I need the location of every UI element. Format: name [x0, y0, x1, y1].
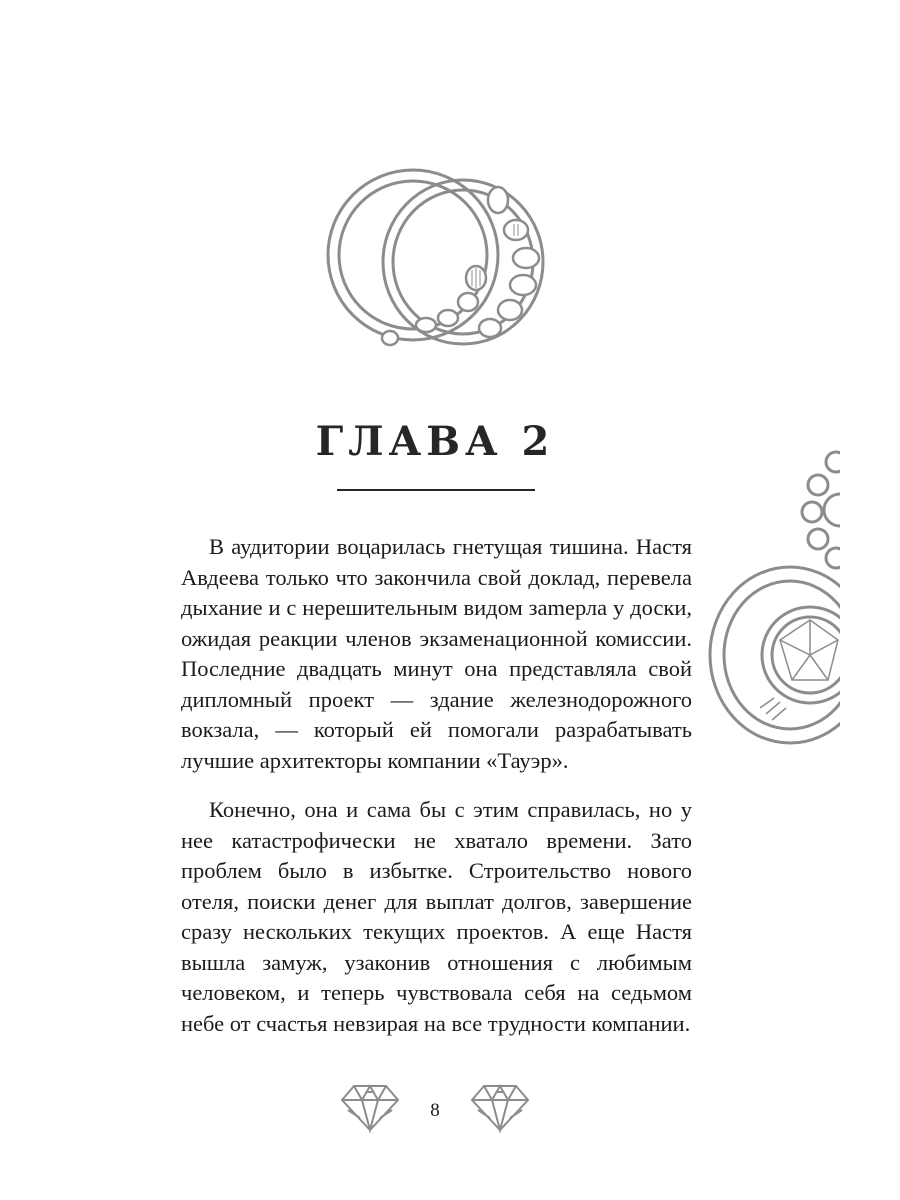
chapter-title: ГЛАВА 2 [315, 418, 555, 465]
diamond-icon [338, 1080, 402, 1134]
diamond-icon [468, 1080, 532, 1134]
title-underline [337, 489, 535, 491]
jewel-ring-ornament-icon [700, 440, 840, 780]
paragraph: Конечно, она и сама бы с этим справилась, но у нее катастрофически не хватало времени. Зато проблем было в избытке. Строительство нового отеля, поиски денег для выплат долгов, завершение сразу нескольких текущих проектов. А еще Настя вышла замуж, узаконив отношения с любимым человеком, и теперь чувствовала себя на седьмом небе от счастья невзирая на все трудности компании. [181, 797, 692, 1036]
rings-ornament-icon [318, 160, 558, 360]
paragraph: В аудитории воцарилась гнетущая тишина. Настя Авдеева только что закончила свой доклад, перевела дыхание и с нерешительным видом заmерла у доски, ожидая реакции членов экзаменационной комиссии. Последние двадцать минут она представляла свой дипломный проект — здание железнодорожного вокзала, — который ей помогали разрабатывать лучшие архитекторы компании «Тауэр». [181, 534, 692, 773]
page-number: 8 [430, 1100, 440, 1121]
chapter-body [181, 532, 692, 1039]
